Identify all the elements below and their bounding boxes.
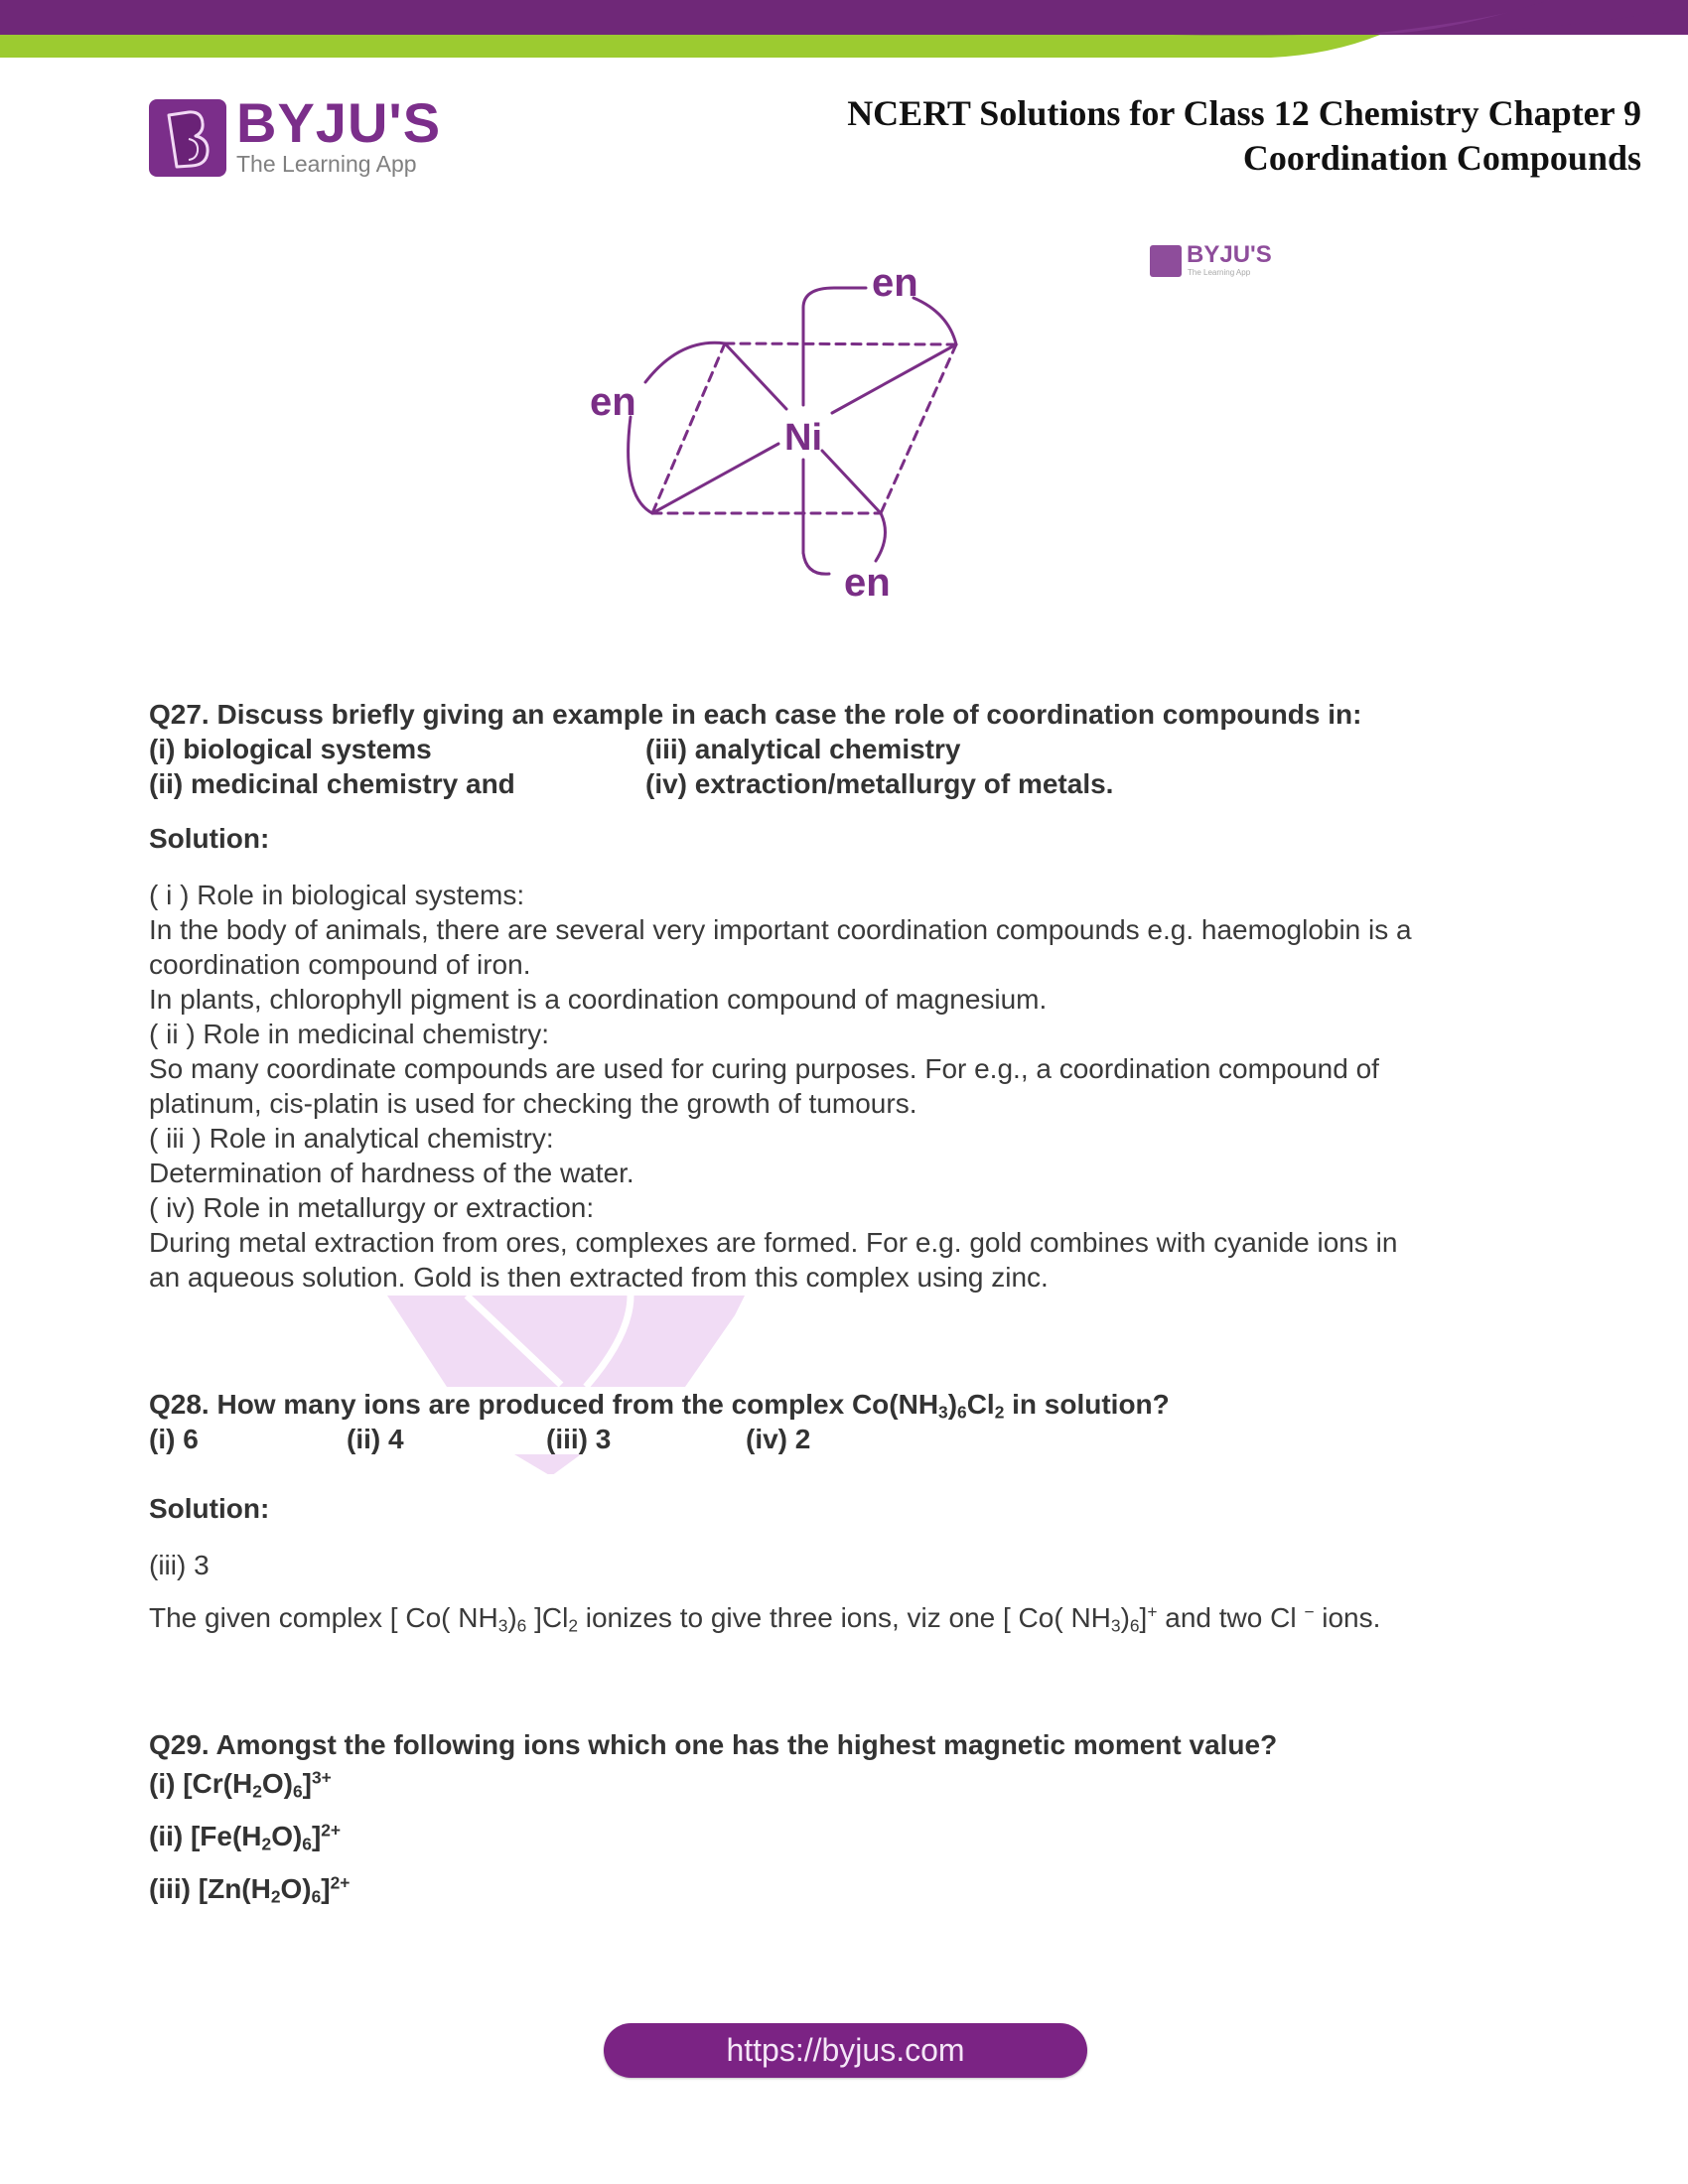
q29-option-iii: (iii) $[Zn(H_2O)_6]^{2+}$ — [149, 1872, 351, 1907]
q27-option-iv: (iv) extraction/metallurgy of metals. — [645, 768, 1114, 799]
q29-option-ii: (ii) $[Fe(H_2O)_6]^{2+}$ — [149, 1820, 342, 1854]
q28-option-ii: (ii) 4 — [347, 1424, 404, 1454]
byjus-logo — [149, 91, 442, 179]
q27-solution-line: Determination of hardness of the water. — [149, 1158, 634, 1188]
page-title — [847, 91, 1641, 181]
q27-question: Q27. Discuss briefly giving an example in each case the role of coordination compounds in: — [149, 699, 1362, 730]
q27-solution-line: an aqueous solution. Gold is then extracted from this complex using zinc. — [149, 1262, 1049, 1293]
q27-solution-line: coordination compound of iron. — [149, 949, 531, 980]
q28-question: Q28. How many ions are produced from the complex $Co(NH_3)_6Cl_2$ in solution? — [149, 1389, 1170, 1423]
q28-solution-label: Solution: — [149, 1493, 270, 1524]
q27-solution-label: Solution: — [149, 823, 270, 854]
q27-solution-line: ( ii ) Role in medicinal chemistry: — [149, 1019, 549, 1049]
q28-explanation: The given complex [ Co( $NH_3)_6$ ]$Cl_2$ ionizes to give three ions, viz one [ Co( $NH_3)_6]^+$ and two Cl − ions. — [149, 1601, 1381, 1636]
logo-wordmark: BYJU'S — [236, 91, 442, 154]
mini-logo-wordmark: BYJU'S — [1187, 241, 1272, 268]
q29-option-i: (i) $[Cr(H_2O)_6]^{3+}$ — [149, 1767, 332, 1802]
center-atom-label: Ni — [784, 417, 822, 459]
q27-solution-line: In plants, chlorophyll pigment is a coordination compound of magnesium. — [149, 984, 1048, 1015]
logo-tagline: The Learning App — [236, 151, 417, 177]
title-line-1: NCERT Solutions for Class 12 Chemistry Chapter 9 — [847, 93, 1641, 133]
q27-solution-line: During metal extraction from ores, complexes are formed. For e.g. gold combines with cyanide ions in — [149, 1227, 1398, 1258]
ligand-label-left: en — [590, 380, 636, 424]
diagram-byjus-logo — [1150, 243, 1281, 281]
q28-option-iv: (iv) 2 — [746, 1424, 811, 1454]
q27-solution-line: So many coordinate compounds are used for curing purposes. For e.g., a coordination compound of — [149, 1053, 1379, 1084]
q27-solution-line: platinum, cis-platin is used for checking the growth of tumours. — [149, 1088, 917, 1119]
header-decorative-band — [0, 0, 1688, 69]
q27-option-i: (i) biological systems — [149, 734, 432, 764]
ni-en3-octahedral-diagram — [576, 238, 993, 615]
q27-solution-line: In the body of animals, there are several very important coordination compounds e.g. haemoglobin is a — [149, 914, 1412, 945]
ligand-label-top: en — [872, 261, 918, 305]
title-line-2: Coordination Compounds — [1242, 138, 1641, 178]
q27-solution-line: ( iv) Role in metallurgy or extraction: — [149, 1192, 595, 1223]
q28-option-iii: (iii) 3 — [546, 1424, 612, 1454]
mini-logo-tagline: The Learning App — [1188, 268, 1251, 277]
q27-option-iii: (iii) analytical chemistry — [645, 734, 961, 764]
byjus-b-logo-icon — [1150, 245, 1182, 277]
q27-option-ii: (ii) medicinal chemistry and — [149, 768, 515, 799]
byjus-b-logo-icon — [149, 99, 226, 177]
q28-option-i: (i) 6 — [149, 1424, 199, 1454]
q29-question: Q29. Amongst the following ions which one has the highest magnetic moment value? — [149, 1729, 1278, 1760]
q28-answer: (iii) 3 — [149, 1550, 210, 1580]
q27-solution-line: ( i ) Role in biological systems: — [149, 880, 525, 910]
q27-solution-line: ( iii ) Role in analytical chemistry: — [149, 1123, 554, 1154]
footer-website-link[interactable]: https://byjus.com — [604, 2023, 1087, 2078]
ligand-label-bottom: en — [844, 561, 891, 605]
